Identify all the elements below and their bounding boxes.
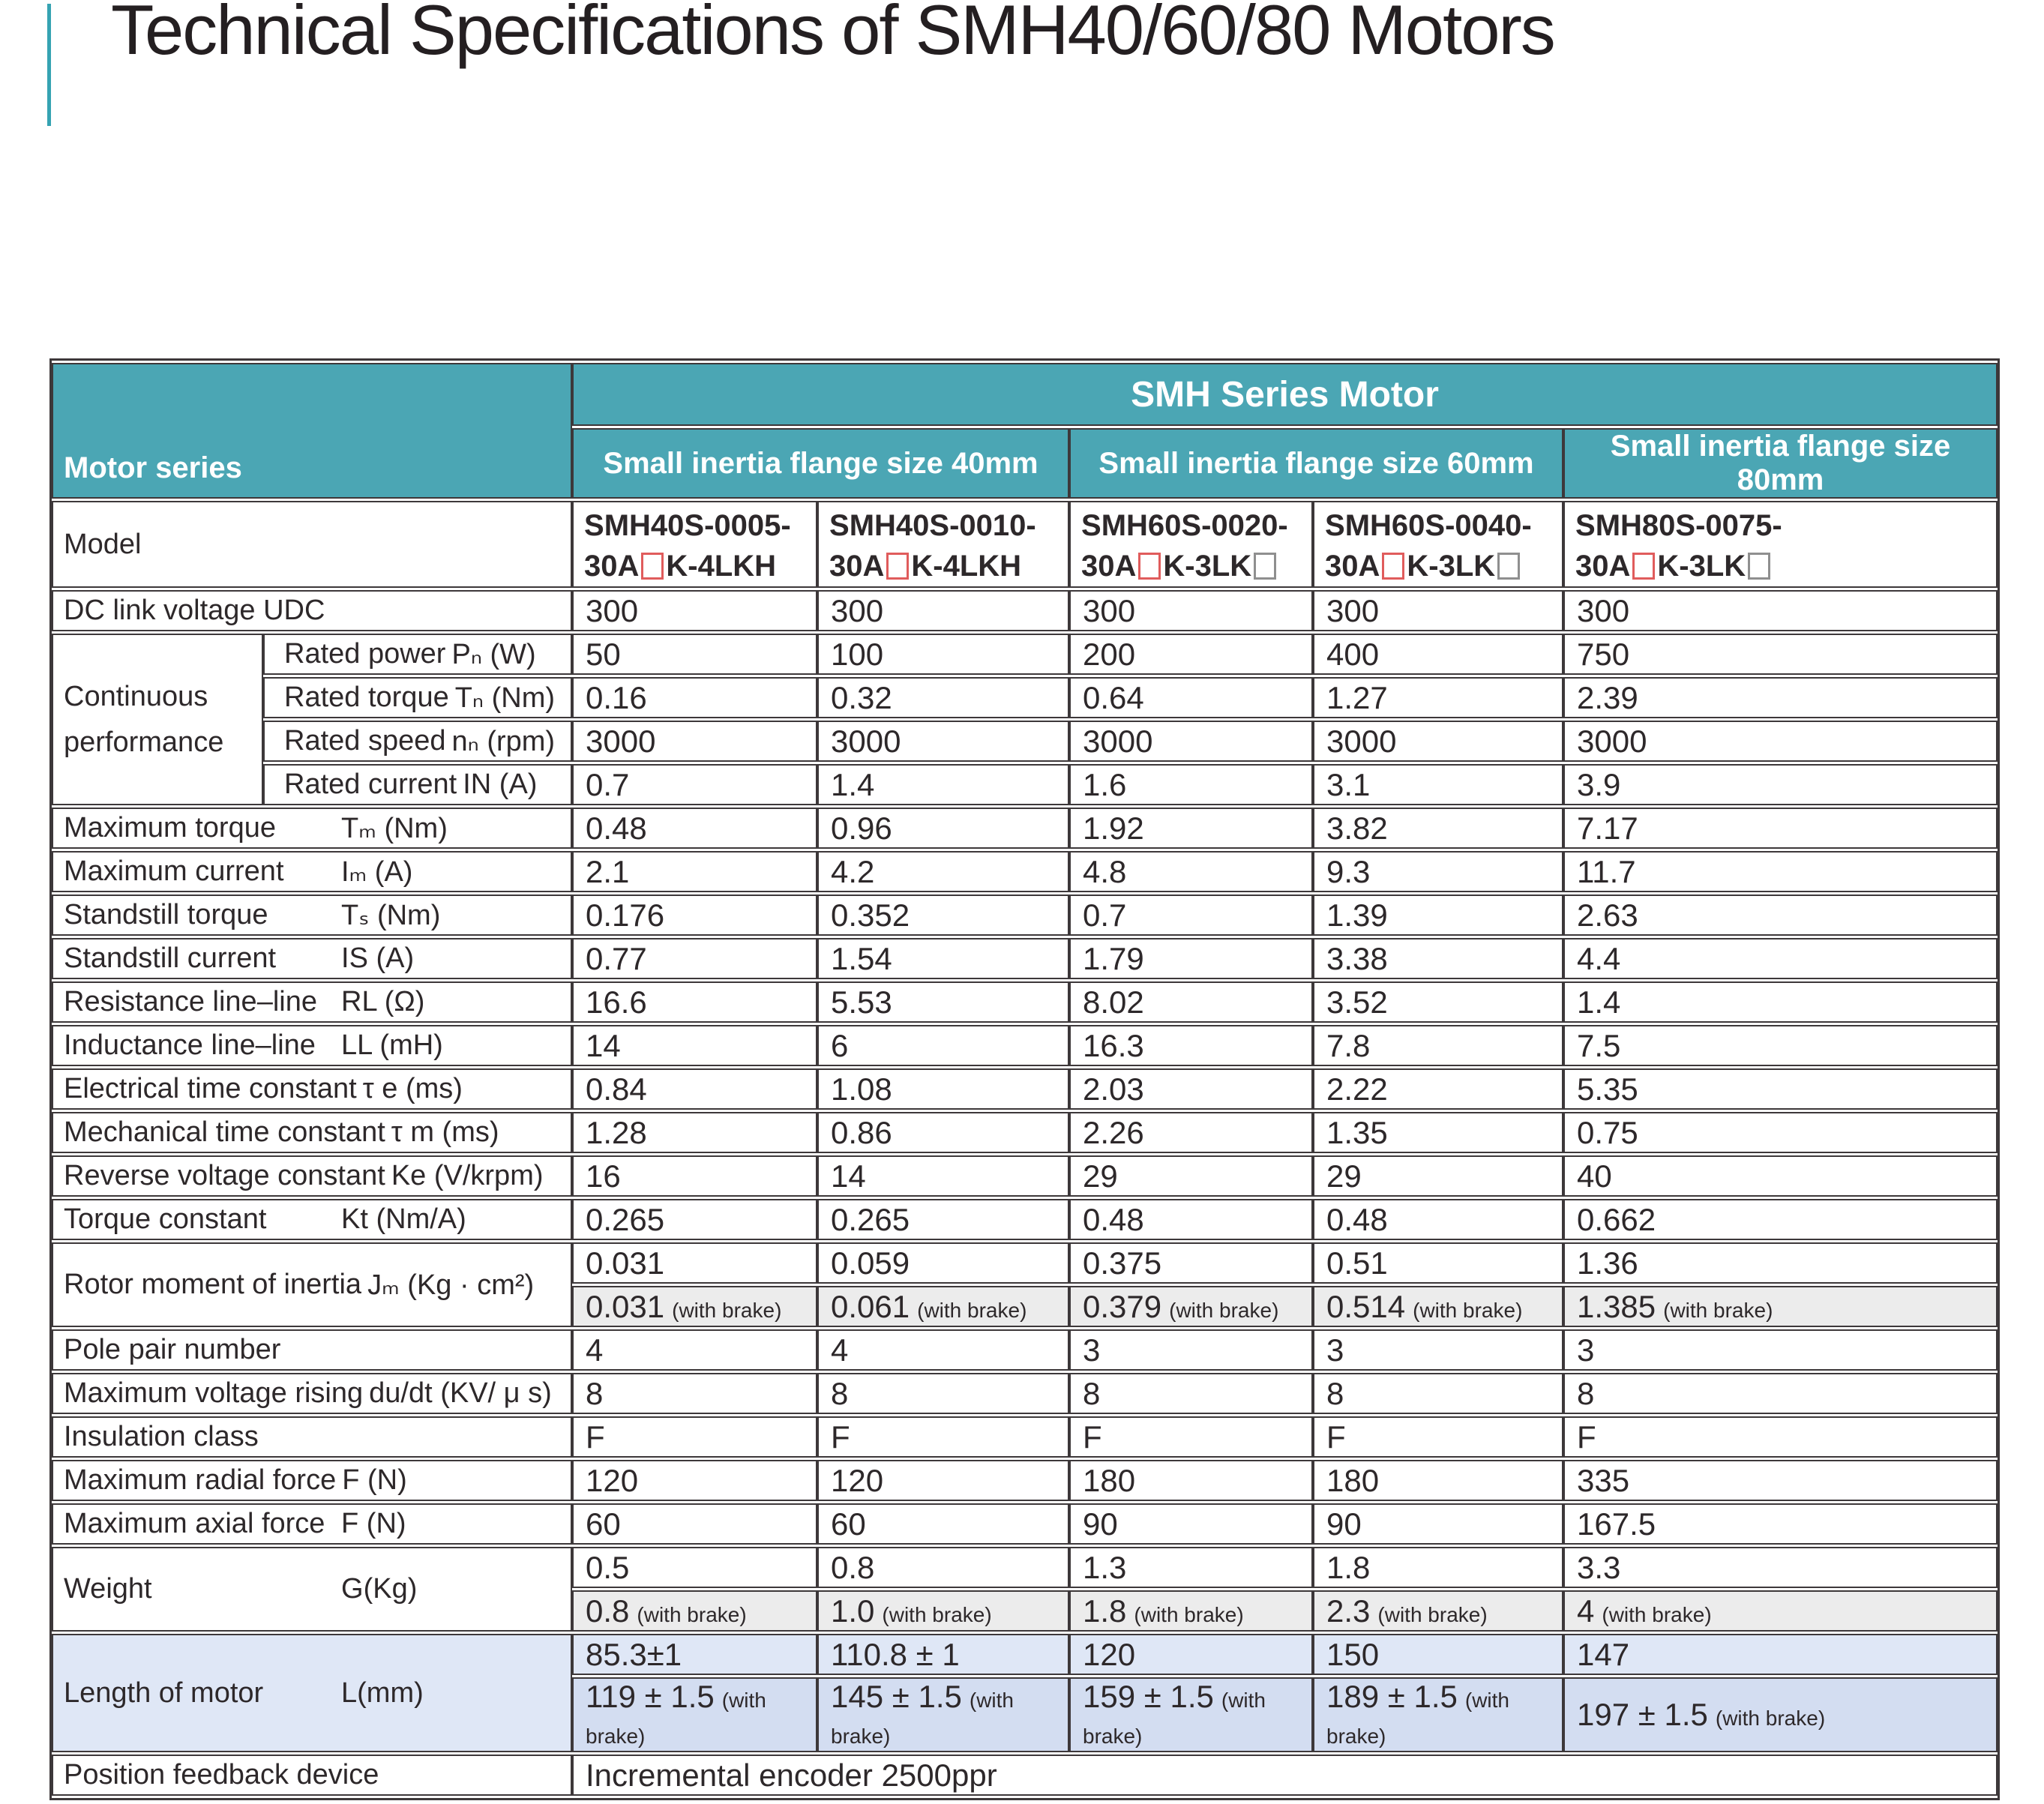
cell-value: 0.061 [831,1288,910,1324]
sub-label-rated-power [263,634,572,675]
rated-speed-value-2: 3000 [817,721,1069,762]
length-of-motor-value-2: 110.8 ± 1 [817,1634,1069,1675]
inductance-line-line-value-5: 7.5 [1563,1025,1998,1066]
model-cell-5 [1563,501,1998,588]
table-row [52,1503,1998,1545]
reverse-voltage-constant-value-1: 16 [572,1155,817,1197]
dc-link-voltage-value-5: 300 [1563,590,1998,631]
rotor-moment-of-inertia-brake-value-1 [572,1286,817,1327]
row-symbol-text: Pₙ (W) [451,639,536,670]
maximum-voltage-rising-value-4: 8 [1313,1373,1563,1414]
electrical-time-constant-value-1: 0.84 [572,1068,817,1110]
row-label-standstill-current [52,938,572,979]
model-line2 [1575,546,1986,586]
with-brake-note: (with brake) [1413,1298,1523,1322]
row-label-pole-pair-number: Pole pair number [52,1329,572,1371]
row-label-text: Inductance line–line [64,1029,316,1061]
row-label-rotor-moment-of-inertia [52,1242,572,1327]
cell-value: 119 ± 1.5 [586,1679,715,1714]
title-accent-bar [47,4,51,126]
row-label-maximum-current [52,851,572,892]
torque-constant-value-4: 0.48 [1313,1199,1563,1240]
insulation-class-value-1: F [572,1416,817,1458]
weight-brake-value-1 [572,1590,817,1632]
table-row [52,1460,1998,1501]
row-label-text: Rated torque [284,682,449,713]
resistance-line-line-value-1: 16.6 [572,981,817,1023]
model-line2 [1325,546,1551,586]
row-label-text: Maximum radial force [64,1464,337,1496]
model-row [52,501,1998,588]
row-label-dc-link-voltage: DC link voltage UDC [52,590,572,631]
weight-value-1: 0.5 [572,1547,817,1588]
cell-value: 4 [1577,1593,1595,1629]
model-line2-pre: 30A [1081,550,1137,583]
rated-current-value-5: 3.9 [1563,764,1998,805]
rated-speed-value-5: 3000 [1563,721,1998,762]
dc-link-voltage-value-4: 300 [1313,590,1563,631]
table-row [52,1547,1998,1588]
series-header: SMH Series Motor [572,363,1998,426]
maximum-voltage-rising-value-2: 8 [817,1373,1069,1414]
cell-value: 0.031 [586,1288,665,1324]
fill-in-box-red-icon [641,553,664,580]
row-symbol-text: IS (A) [341,942,415,974]
table-row [52,1068,1998,1110]
cell-value: 197 ± 1.5 [1577,1697,1708,1732]
row-symbol-text: Tₘ (Nm) [341,813,448,844]
row-label-maximum-voltage-rising [52,1373,572,1414]
row-label-text: Electrical time constant [64,1073,357,1104]
row-symbol-text: Ke (V/krpm) [391,1160,544,1191]
model-cell-1 [572,501,817,588]
table-row [52,1155,1998,1197]
with-brake-note: (with brake) [882,1602,992,1626]
maximum-voltage-rising-value-3: 8 [1069,1373,1313,1414]
row-label-text: Rated speed [284,725,446,757]
reverse-voltage-constant-value-5: 40 [1563,1155,1998,1197]
standstill-torque-value-4: 1.39 [1313,895,1563,936]
row-symbol-text: τ e (ms) [362,1073,463,1104]
cell-value: 1.385 [1577,1288,1656,1324]
row-label-text: Torque constant [64,1203,267,1235]
maximum-radial-force-value-2: 120 [817,1460,1069,1501]
maximum-torque-value-5: 7.17 [1563,808,1998,849]
standstill-current-value-3: 1.79 [1069,938,1313,979]
fill-in-box-red-icon [1138,553,1161,580]
length-of-motor-value-1: 85.3±1 [572,1634,817,1675]
resistance-line-line-value-4: 3.52 [1313,981,1563,1023]
maximum-torque-value-1: 0.48 [572,808,817,849]
row-label-text: Standstill torque [64,899,268,930]
dc-link-voltage-value-2: 300 [817,590,1069,631]
model-line2-post: K-4LKH [911,550,1022,583]
model-row-label: Model [52,501,572,588]
rated-speed-value-4: 3000 [1313,721,1563,762]
maximum-torque-value-2: 0.96 [817,808,1069,849]
group-label-rated-power: Continuous performance [52,634,263,805]
with-brake-note: (with brake) [637,1602,747,1626]
rated-power-value-1: 50 [572,634,817,675]
fill-in-box-red-icon [1382,553,1404,580]
table-row [52,1416,1998,1458]
row-label-text: Rated power [284,638,446,670]
model-line2-pre: 30A [1575,550,1631,583]
mechanical-time-constant-value-4: 1.35 [1313,1112,1563,1153]
inductance-line-line-value-1: 14 [572,1025,817,1066]
table-row [52,851,1998,892]
model-line1: SMH60S-0040- [1325,509,1532,542]
pole-pair-number-value-2: 4 [817,1329,1069,1371]
with-brake-note: (with brake) [831,1689,1014,1748]
pole-pair-number-value-5: 3 [1563,1329,1998,1371]
dc-link-voltage-value-1: 300 [572,590,817,631]
rotor-moment-of-inertia-brake-value-5 [1563,1286,1998,1327]
row-symbol-text: LL (mH) [341,1029,443,1061]
standstill-current-value-2: 1.54 [817,938,1069,979]
pole-pair-number-value-4: 3 [1313,1329,1563,1371]
maximum-radial-force-value-3: 180 [1069,1460,1313,1501]
row-label-electrical-time-constant [52,1068,572,1110]
maximum-axial-force-value-4: 90 [1313,1503,1563,1545]
with-brake-note: (with brake) [1377,1602,1488,1626]
fill-in-box-gray-icon [1254,553,1276,580]
fill-in-box-red-icon [1632,553,1655,580]
electrical-time-constant-value-3: 2.03 [1069,1068,1313,1110]
mechanical-time-constant-value-1: 1.28 [572,1112,817,1153]
row-label-text: Rated current [284,769,457,800]
with-brake-note: (with brake) [1169,1298,1279,1322]
rated-current-value-3: 1.6 [1069,764,1313,805]
flange-header-1: Small inertia flange size 40mm [572,428,1069,499]
row-label-maximum-radial-force [52,1460,572,1501]
table-row [52,895,1998,936]
maximum-axial-force-value-2: 60 [817,1503,1069,1545]
spec-table [49,358,2000,1800]
mechanical-time-constant-value-2: 0.86 [817,1112,1069,1153]
weight-brake-value-5 [1563,1590,1998,1632]
row-symbol-text: du/dt (KV/ μ s) [369,1377,552,1409]
row-label-text: Rotor moment of inertia [64,1269,362,1300]
weight-brake-value-3 [1069,1590,1313,1632]
table-row [52,1112,1998,1153]
cell-value: 0.379 [1083,1288,1162,1324]
fill-in-box-gray-icon [1748,553,1770,580]
length-of-motor-brake-value-2 [817,1677,1069,1752]
maximum-current-value-5: 11.7 [1563,851,1998,892]
rated-power-value-5: 750 [1563,634,1998,675]
row-symbol-text: G(Kg) [341,1573,418,1605]
length-of-motor-brake-value-1 [572,1677,817,1752]
table-header-row [52,363,1998,426]
reverse-voltage-constant-value-3: 29 [1069,1155,1313,1197]
row-label-text: Standstill current [64,942,277,974]
fill-in-box-gray-icon [1497,553,1520,580]
cell-value: 0.514 [1326,1288,1406,1324]
length-of-motor-brake-value-3 [1069,1677,1313,1752]
rated-torque-value-2: 0.32 [817,677,1069,718]
row-label-length-of-motor [52,1634,572,1752]
row-label-position-feedback-device: Position feedback device [52,1755,572,1796]
model-line2-pre: 30A [1325,550,1380,583]
standstill-current-value-4: 3.38 [1313,938,1563,979]
rotor-moment-of-inertia-value-4: 0.51 [1313,1242,1563,1284]
model-line2 [1081,546,1301,586]
maximum-current-value-4: 9.3 [1313,851,1563,892]
row-symbol-text: L(mm) [341,1677,424,1709]
cell-value: 189 ± 1.5 [1326,1679,1458,1714]
sub-label-rated-speed [263,721,572,762]
row-label-text: Weight [64,1573,152,1605]
model-cell-3 [1069,501,1313,588]
inductance-line-line-value-4: 7.8 [1313,1025,1563,1066]
model-line2-post: K-4LKH [666,550,777,583]
row-symbol-text: nₙ (rpm) [451,726,556,757]
rated-power-value-4: 400 [1313,634,1563,675]
torque-constant-value-5: 0.662 [1563,1199,1998,1240]
maximum-current-value-3: 4.8 [1069,851,1313,892]
with-brake-note: (with brake) [1663,1298,1773,1322]
length-of-motor-value-3: 120 [1069,1634,1313,1675]
sub-label-rated-torque [263,677,572,718]
table-row [52,1634,1998,1675]
rotor-moment-of-inertia-brake-value-4 [1313,1286,1563,1327]
table-row [52,764,1998,805]
row-label-standstill-torque [52,895,572,936]
row-label-reverse-voltage-constant [52,1155,572,1197]
insulation-class-value-2: F [817,1416,1069,1458]
flange-header-3: Small inertia flange size 80mm [1563,428,1998,499]
model-line2-pre: 30A [829,550,885,583]
pole-pair-number-value-3: 3 [1069,1329,1313,1371]
row-label-text: Maximum voltage rising [64,1377,364,1409]
mechanical-time-constant-value-3: 2.26 [1069,1112,1313,1153]
maximum-current-value-2: 4.2 [817,851,1069,892]
insulation-class-value-5: F [1563,1416,1998,1458]
row-label-text: Maximum current [64,856,284,887]
length-of-motor-brake-value-4 [1313,1677,1563,1752]
row-label-resistance-line-line [52,981,572,1023]
resistance-line-line-value-5: 1.4 [1563,981,1998,1023]
rated-current-value-4: 3.1 [1313,764,1563,805]
weight-value-3: 1.3 [1069,1547,1313,1588]
reverse-voltage-constant-value-4: 29 [1313,1155,1563,1197]
standstill-current-value-5: 4.4 [1563,938,1998,979]
maximum-torque-value-3: 1.92 [1069,808,1313,849]
page-title: Technical Specifications of SMH40/60/80 Motors [111,0,1554,69]
maximum-axial-force-value-5: 167.5 [1563,1503,1998,1545]
with-brake-note: (with brake) [1602,1602,1712,1626]
with-brake-note: (with brake) [586,1689,766,1748]
maximum-current-value-1: 2.1 [572,851,817,892]
row-label-text: Resistance line–line [64,986,317,1017]
table-row [52,1755,1998,1796]
model-line2-post: K-3LK [1407,550,1496,583]
resistance-line-line-value-2: 5.53 [817,981,1069,1023]
row-symbol-text: IN (A) [463,769,538,800]
row-label-maximum-torque [52,808,572,849]
standstill-torque-value-1: 0.176 [572,895,817,936]
maximum-voltage-rising-value-5: 8 [1563,1373,1998,1414]
with-brake-note: (with brake) [1083,1689,1266,1748]
row-symbol-text: Tₛ (Nm) [341,900,441,931]
row-label-weight [52,1547,572,1632]
maximum-radial-force-value-1: 120 [572,1460,817,1501]
weight-value-2: 0.8 [817,1547,1069,1588]
resistance-line-line-value-3: 8.02 [1069,981,1313,1023]
flange-header-2: Small inertia flange size 60mm [1069,428,1563,499]
rotor-moment-of-inertia-value-1: 0.031 [572,1242,817,1284]
rated-current-value-2: 1.4 [817,764,1069,805]
table-row [52,721,1998,762]
cell-value: 0.8 [586,1593,630,1629]
maximum-radial-force-value-5: 335 [1563,1460,1998,1501]
with-brake-note: (with brake) [917,1298,1027,1322]
row-symbol-text: Tₙ (Nm) [454,682,556,714]
length-of-motor-value-5: 147 [1563,1634,1998,1675]
row-label-mechanical-time-constant [52,1112,572,1153]
model-line2 [584,546,805,586]
rated-speed-value-3: 3000 [1069,721,1313,762]
with-brake-note: (with brake) [1715,1707,1826,1730]
model-cell-4 [1313,501,1563,588]
maximum-axial-force-value-3: 90 [1069,1503,1313,1545]
row-label-text: Length of motor [64,1677,264,1709]
maximum-voltage-rising-value-1: 8 [572,1373,817,1414]
weight-brake-value-2 [817,1590,1069,1632]
model-line1: SMH80S-0075- [1575,509,1782,542]
insulation-class-value-4: F [1313,1416,1563,1458]
motor-series-header: Motor series [52,363,572,499]
reverse-voltage-constant-value-2: 14 [817,1155,1069,1197]
model-line2-post: K-3LK [1657,550,1746,583]
rated-torque-value-5: 2.39 [1563,677,1998,718]
cell-value: 1.8 [1083,1593,1127,1629]
torque-constant-value-2: 0.265 [817,1199,1069,1240]
row-label-insulation-class: Insulation class [52,1416,572,1458]
table-row [52,938,1998,979]
with-brake-note: (with brake) [672,1298,782,1322]
model-line2-pre: 30A [584,550,640,583]
rotor-moment-of-inertia-value-2: 0.059 [817,1242,1069,1284]
row-label-torque-constant [52,1199,572,1240]
standstill-torque-value-2: 0.352 [817,895,1069,936]
dc-link-voltage-value-3: 300 [1069,590,1313,631]
row-label-inductance-line-line [52,1025,572,1066]
torque-constant-value-1: 0.265 [572,1199,817,1240]
model-line1: SMH60S-0020- [1081,509,1288,542]
row-label-text: Maximum torque [64,812,276,844]
weight-brake-value-4 [1313,1590,1563,1632]
table-row [52,1025,1998,1066]
model-line2 [829,546,1057,586]
inductance-line-line-value-3: 16.3 [1069,1025,1313,1066]
mechanical-time-constant-value-5: 0.75 [1563,1112,1998,1153]
electrical-time-constant-value-2: 1.08 [817,1068,1069,1110]
spec-table-body [52,363,1998,1796]
cell-value: 159 ± 1.5 [1083,1679,1214,1714]
with-brake-note: (with brake) [1326,1689,1509,1748]
model-line1: SMH40S-0010- [829,509,1036,542]
model-line2-post: K-3LK [1163,550,1252,583]
standstill-torque-value-3: 0.7 [1069,895,1313,936]
row-symbol-text: F (N) [341,1508,406,1539]
length-of-motor-value-4: 150 [1313,1634,1563,1675]
row-symbol-text: Iₘ (A) [341,856,413,888]
row-label-text: Maximum axial force [64,1508,325,1539]
table-row [52,634,1998,675]
length-of-motor-brake-value-5 [1563,1677,1998,1752]
electrical-time-constant-value-5: 5.35 [1563,1068,1998,1110]
table-row [52,1242,1998,1284]
position-feedback-device-value: Incremental encoder 2500ppr [572,1755,1998,1796]
rated-power-value-2: 100 [817,634,1069,675]
sub-label-rated-current [263,764,572,805]
table-row [52,590,1998,631]
row-symbol-text: τ m (ms) [391,1116,499,1148]
rated-torque-value-4: 1.27 [1313,677,1563,718]
table-row [52,1373,1998,1414]
standstill-torque-value-5: 2.63 [1563,895,1998,936]
rotor-moment-of-inertia-value-3: 0.375 [1069,1242,1313,1284]
model-line1: SMH40S-0005- [584,509,791,542]
rotor-moment-of-inertia-value-5: 1.36 [1563,1242,1998,1284]
table-row [52,808,1998,849]
cell-value: 1.0 [831,1593,875,1629]
insulation-class-value-3: F [1069,1416,1313,1458]
electrical-time-constant-value-4: 2.22 [1313,1068,1563,1110]
cell-value: 145 ± 1.5 [831,1679,962,1714]
rated-speed-value-1: 3000 [572,721,817,762]
row-label-text: Mechanical time constant [64,1116,385,1148]
table-row [52,1199,1998,1240]
table-row [52,677,1998,718]
rotor-moment-of-inertia-brake-value-2 [817,1286,1069,1327]
row-label-maximum-axial-force [52,1503,572,1545]
rotor-moment-of-inertia-brake-value-3 [1069,1286,1313,1327]
table-row [52,981,1998,1023]
weight-value-5: 3.3 [1563,1547,1998,1588]
pole-pair-number-value-1: 4 [572,1329,817,1371]
row-symbol-text: F (N) [342,1464,407,1496]
rated-power-value-3: 200 [1069,634,1313,675]
fill-in-box-red-icon [886,553,909,580]
standstill-current-value-1: 0.77 [572,938,817,979]
maximum-axial-force-value-1: 60 [572,1503,817,1545]
rated-torque-value-3: 0.64 [1069,677,1313,718]
row-symbol-text: RL (Ω) [341,986,425,1017]
table-row [52,1329,1998,1371]
cell-value: 2.3 [1326,1593,1371,1629]
model-cell-2 [817,501,1069,588]
with-brake-note: (with brake) [1134,1602,1244,1626]
rated-torque-value-1: 0.16 [572,677,817,718]
row-symbol-text: Jₘ (Kg · cm²) [367,1269,535,1301]
maximum-torque-value-4: 3.82 [1313,808,1563,849]
row-symbol-text: Kt (Nm/A) [341,1203,466,1235]
weight-value-4: 1.8 [1313,1547,1563,1588]
rated-current-value-1: 0.7 [572,764,817,805]
row-label-text: Reverse voltage constant [64,1160,385,1191]
maximum-radial-force-value-4: 180 [1313,1460,1563,1501]
inductance-line-line-value-2: 6 [817,1025,1069,1066]
torque-constant-value-3: 0.48 [1069,1199,1313,1240]
